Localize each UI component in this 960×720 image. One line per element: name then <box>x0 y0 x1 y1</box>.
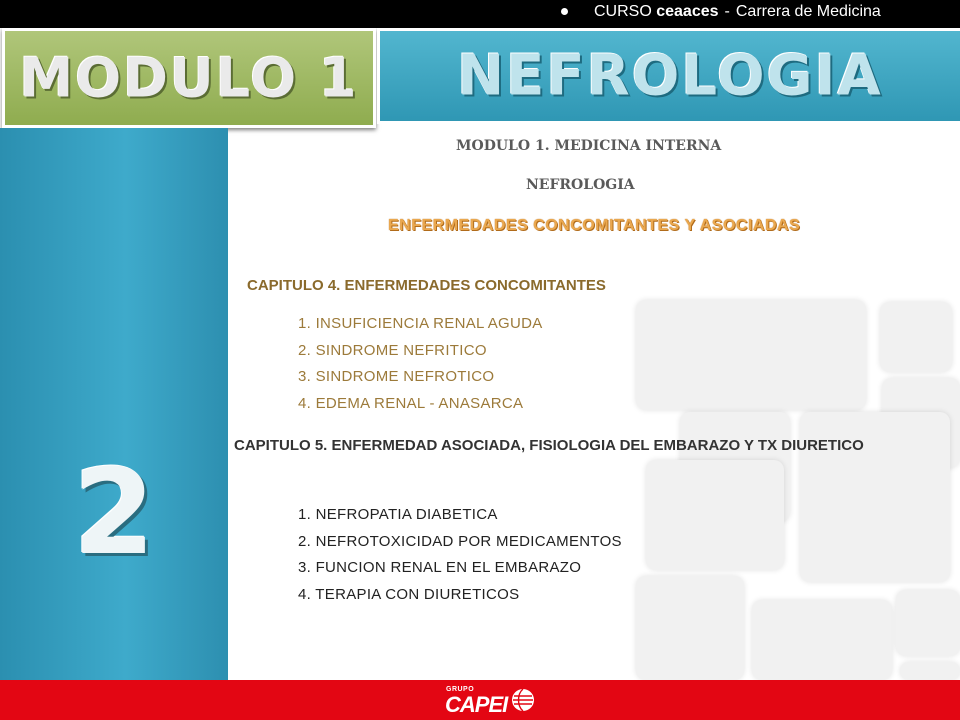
logo-group-text: GRUPO <box>446 686 475 693</box>
subject-title: NEFROLOGIA <box>526 177 635 193</box>
course-separator: - <box>724 3 730 20</box>
globe-icon <box>511 688 535 712</box>
module-number: 2 <box>72 443 156 581</box>
capei-logo <box>445 684 535 718</box>
subject-banner <box>377 28 960 124</box>
section-title: ENFERMEDADES CONCOMITANTES Y ASOCIADAS <box>388 217 801 234</box>
chapter-4-list <box>298 311 543 417</box>
side-column <box>0 128 228 680</box>
course-title <box>594 3 881 21</box>
chapter-5-list <box>298 502 622 608</box>
course-program: Carrera de Medicina <box>735 3 881 20</box>
logo-text: CAPEI <box>445 692 508 717</box>
chapter-4-title: CAPITULO 4. ENFERMEDADES CONCOMITANTES <box>247 277 606 294</box>
chapter-5-title: CAPITULO 5. ENFERMEDAD ASOCIADA, FISIOLOGIA DEL EMBARAZO Y TX DIURETICO <box>234 437 864 454</box>
module-banner <box>2 28 376 128</box>
bullet-dot <box>561 8 568 15</box>
list-item: 3. SINDROME NEFROTICO <box>298 368 495 385</box>
module-banner-title: MODULO 1 <box>19 46 359 110</box>
course-name: ceaaces <box>656 3 719 20</box>
module-title: MODULO 1. MEDICINA INTERNA <box>456 138 722 154</box>
list-item: 4. EDEMA RENAL - ANASARCA <box>298 394 524 412</box>
subject-banner-title: NEFROLOGIA <box>457 43 883 109</box>
course-prefix: CURSO <box>594 3 652 20</box>
list-item: 4. TERAPIA CON DIURETICOS <box>298 585 520 603</box>
list-item: 2. NEFROTOXICIDAD POR MEDICAMENTOS <box>298 532 622 550</box>
list-item: 2. SINDROME NEFRITICO <box>298 341 487 359</box>
top-header-bar <box>0 0 960 28</box>
list-item: 1. NEFROPATIA DIABETICA <box>298 506 498 523</box>
list-item: 3. FUNCION RENAL EN EL EMBARAZO <box>298 559 582 576</box>
list-item: 1. INSUFICIENCIA RENAL AGUDA <box>298 315 543 332</box>
content-area <box>228 128 960 680</box>
